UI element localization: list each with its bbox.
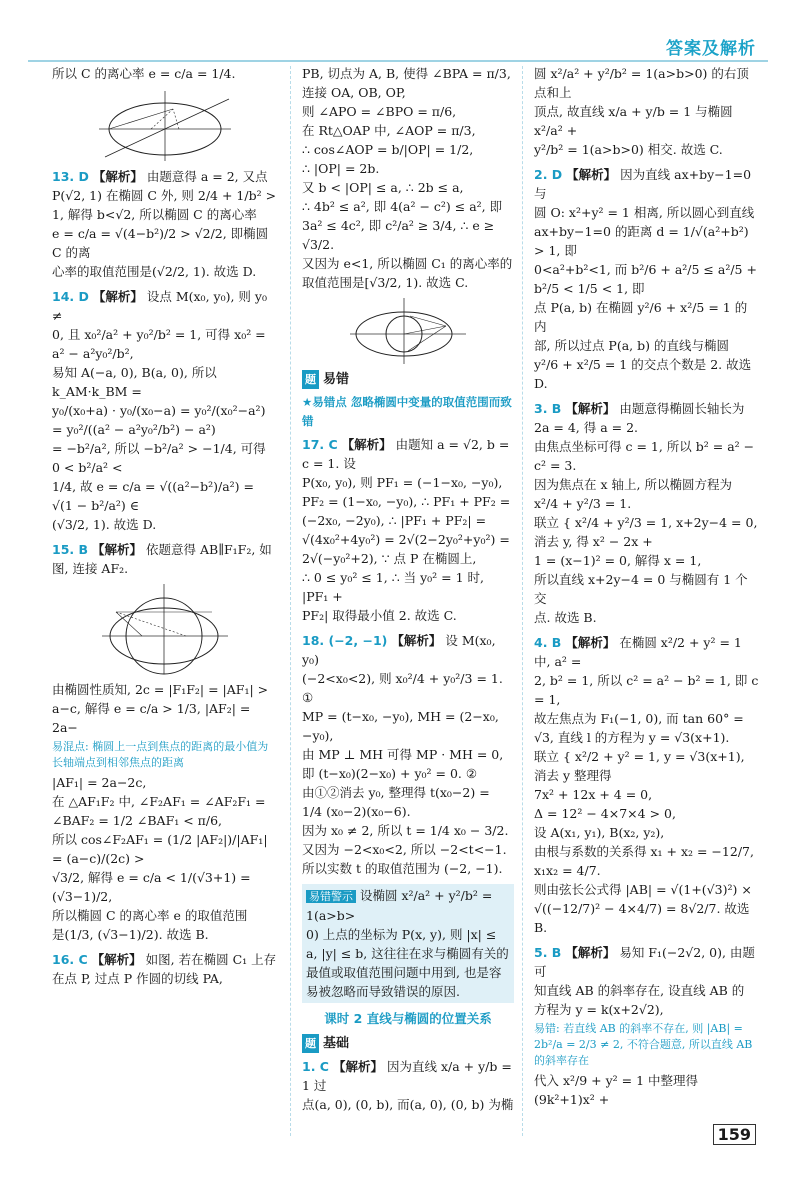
text-line: ax+by−1=0 的距离 d = 1/√(a²+b²) > 1, 即 (534, 224, 749, 258)
text-line: 在椭圆 x²/2 + y² = 1 中, a² = (534, 635, 742, 669)
column-1 (52, 64, 277, 994)
text-line: ∴ cos∠AOP = b/|OP| = 1/2, (302, 142, 474, 157)
question-number: 16. C (52, 952, 88, 967)
answer-14 (52, 287, 277, 534)
text-line: x₁x₂ = 4/7. (534, 863, 601, 878)
error-point: ★易错点 忽略椭圆中变量的取值范围而致错 (302, 395, 512, 428)
ellipse-tangent-figure (348, 296, 468, 366)
tip-note: 易混点: 椭圆上一点到焦点的距离的最小值为长轴端点到相邻焦点的距离 (52, 740, 269, 769)
text-line: 圆 x²/a² + y²/b² = 1(a>b>0) 的右顶点和上 (534, 66, 749, 100)
question-number: 14. D (52, 289, 89, 304)
header-rule (28, 60, 768, 62)
text-line: 圆 O: x²+y² = 1 相离, 所以圆心到直线 (534, 205, 755, 220)
text-line: √((−12/7)² − 4×4/7) = 8√2/7. 故选 B. (534, 901, 750, 935)
text-line: 即 (t−x₀)(2−x₀) + y₀² = 0. ② (302, 766, 478, 781)
text-line: ∴ |OP| = 2b. (302, 161, 380, 176)
answer-17 (302, 435, 514, 625)
tip-note: 易错: 若直线 AB 的斜率不存在, 则 |AB| = 2b²/a = 2/3 ≠ 2, 不符合题意, 所以直线 AB 的斜率存在 (534, 1022, 753, 1067)
answer-2 (534, 165, 759, 393)
text-line: 因为直线 ax+by−1=0 与 (534, 167, 752, 201)
text-line: 依题意得 AB∥F₁F₂, 如 (146, 542, 272, 557)
column-divider (290, 66, 291, 1136)
text-line: 所以实数 t 的取值范围为 (−2, −1). (302, 861, 503, 876)
analysis-label: 【解析】 (92, 289, 143, 304)
text-line: 0) 上点的坐标为 P(x, y), 则 |x| ≤ (306, 927, 497, 942)
analysis-label: 【解析】 (565, 401, 616, 416)
text-line: e = c/a = √(4−b²)/2 > √2/2, 即椭圆 C 的离 (52, 226, 269, 260)
text-line: 点 P(a, b) 在椭圆 y²/6 + x²/5 = 1 的内 (534, 300, 748, 334)
answer-13 (52, 167, 277, 281)
text-line: 部, 所以过点 P(a, b) 的直线与椭圆 (534, 338, 729, 353)
text-line: (−2<x₀<2), 则 x₀²/4 + y₀²/3 = 1. ① (302, 671, 503, 705)
text-line: 因为直线 x/a + y/b = 1 过 (302, 1059, 512, 1093)
text-line: 因为 x₀ ≠ 2, 所以 t = 1/4 x₀ − 3/2. (302, 823, 509, 838)
column-2 (302, 64, 514, 1120)
text-line: c² = 3. (534, 458, 577, 473)
text-line: P(x₀, y₀), 则 PF₁ = (−1−x₀, −y₀), (302, 475, 503, 490)
text-line: 由焦点坐标可得 c = 1, 所以 b² = a² − (534, 439, 755, 454)
text-line: 故左焦点为 F₁(−1, 0), 而 tan 60° = (534, 711, 744, 726)
column-divider (522, 66, 523, 1136)
text-line: 0<a²+b²<1, 而 b²/6 + a²/5 ≤ a²/5 + b²/5 < 1/5 < 1, 即 (534, 262, 757, 296)
text-line: 则由弦长公式得 |AB| = √(1+(√3)²) × (534, 882, 752, 897)
text-line: 又 b < |OP| ≤ a, ∴ 2b ≤ a, (302, 180, 464, 195)
text-line: 易知 F₁(−2√2, 0), 由题可 (534, 945, 755, 979)
answer-15 (52, 540, 277, 944)
text-line: 2a = 4, 得 a = 2. (534, 420, 638, 435)
question-number: 2. D (534, 167, 563, 182)
text-line: 在 Rt△OAP 中, ∠AOP = π/3, (302, 123, 476, 138)
text-line: P(√2, 1) 在椭圆 C 外, 则 2/4 + 1/b² > (52, 188, 277, 203)
text-line: 1 = (x−1)² = 0, 解得 x = 1, (534, 553, 702, 568)
text-line: MP = (t−x₀, −y₀), MH = (2−x₀, −y₀), (302, 709, 499, 743)
section-tag: 题 (302, 370, 319, 389)
text-line: 易被忽略而导致错误的原因. (306, 984, 460, 999)
text-line: y₀/(x₀+a) · y₀/(x₀−a) = y₀²/(x₀²−a²) = y₀²/((a² − a²y₀²/b²) − a²) (52, 403, 266, 437)
text-line: 心率的取值范围是(√2/2, 1). 故选 D. (52, 264, 257, 279)
section-title: 易错 (323, 372, 350, 387)
question-number: 13. D (52, 169, 89, 184)
answer-1 (302, 1057, 514, 1114)
text-line: a, |y| ≤ b, 这往往在求与椭圆有关的 (306, 946, 509, 961)
text-line: 0, 且 x₀²/a² + y₀²/b² = 1, 可得 x₀² = a² − a²y₀²/b², (52, 327, 266, 361)
text-line: 1, 解得 b<√2, 所以椭圆 C 的离心率 (52, 207, 257, 222)
question-number: 15. B (52, 542, 89, 557)
text-line: (−2x₀, −2y₀), ∴ |PF₁ + PF₂| = (302, 513, 487, 528)
text-line: 如图, 若在椭圆 C₁ 上存 (145, 952, 277, 967)
text-line: 所以椭圆 C 的离心率 e 的取值范围 (52, 908, 248, 923)
text-line: ∴ 4b² ≤ a², 即 4(a² − c²) ≤ a², 即 (302, 199, 503, 214)
question-number: 17. C (302, 437, 338, 452)
text-line: 点. 故选 B. (534, 610, 597, 625)
analysis-label: 【解析】 (341, 437, 392, 452)
question-number: 4. B (534, 635, 562, 650)
analysis-label: 【解析】 (565, 635, 616, 650)
text-line: 因为焦点在 x 轴上, 所以椭圆方程为 (534, 477, 732, 492)
text-line: 所以直线 x+2y−4 = 0 与椭圆有 1 个交 (534, 572, 748, 606)
text-line: 取值范围是[√3/2, 1). 故选 C. (302, 275, 469, 290)
text-line: 又因为 e<1, 所以椭圆 C₁ 的离心率的 (302, 256, 513, 271)
text-line: 由椭圆性质知, 2c = |F₁F₂| = |AF₁| > (52, 682, 269, 697)
answer-3 (534, 399, 759, 627)
answer-5 (534, 943, 759, 1109)
text-line: PF₂| 取得最小值 2. 故选 C. (302, 608, 457, 623)
text-line: a−c, 解得 e = c/a > 1/3, |AF₂| = 2a− (52, 701, 251, 735)
analysis-label: 【解析】 (92, 542, 143, 557)
section-tag: 题 (302, 1034, 319, 1053)
text-line: 1/4, 故 e = c/a = √((a²−b²)/a²) = √(1 − b²/a²) ∈ (52, 479, 254, 513)
page-number: 159 (713, 1124, 756, 1145)
warning-box (302, 884, 514, 1003)
text-line: 所以 cos∠F₂AF₁ = (1/2 |AF₂|)/|AF₁| = (a−c)/(2c) > (52, 832, 268, 866)
question-number: 1. C (302, 1059, 329, 1074)
answer-4 (534, 633, 759, 937)
text-line: 所以 C 的离心率 e = c/a = 1/4. (52, 66, 236, 81)
analysis-label: 【解析】 (91, 952, 142, 967)
text-line: ∠BAF₂ = 1/2 ∠BAF₁ < π/6, (52, 813, 223, 828)
text-line: |AF₁| = 2a−2c, (52, 775, 147, 790)
text-line: 由①②消去 y₀, 整理得 t(x₀−2) = (302, 785, 490, 800)
analysis-label: 【解析】 (566, 167, 617, 182)
text-line: y²/b² = 1(a>b>0) 相交. 故选 C. (534, 142, 723, 157)
text-line: √3, 直线 l 的方程为 y = √3(x+1). (534, 730, 730, 745)
text-line: = −b²/a², 所以 −b²/a² > −1/4, 可得 0 < b²/a² < (52, 441, 266, 475)
text-line: 是(1/3, (√3−1)/2). 故选 B. (52, 927, 209, 942)
text-line: 在点 P, 过点 P 作圆的切线 PA, (52, 971, 223, 986)
text-line: ∴ 0 ≤ y₀² ≤ 1, ∴ 当 y₀² = 1 时, |PF₁ + (302, 570, 485, 604)
text-line: 2, b² = 1, 所以 c² = a² − b² = 1, 即 c = 1, (534, 673, 759, 707)
circle-ellipse-figure (100, 582, 230, 676)
text-line: 设 A(x₁, y₁), B(x₂, y₂), (534, 825, 665, 840)
text-line: 由 MP ⊥ MH 可得 MP · MH = 0, (302, 747, 504, 762)
text-line: x²/4 + y²/3 = 1. (534, 496, 632, 511)
question-number: 5. B (534, 945, 562, 960)
lesson-title: 课时 2 直线与椭圆的位置关系 (324, 1011, 492, 1026)
header-title: 答案及解析 (666, 39, 756, 59)
text-line: 1/4 (x₀−2)(x₀−6). (302, 804, 411, 819)
answer-18 (302, 631, 514, 878)
text-line: 由题意得椭圆长轴长为 (619, 401, 745, 416)
answer-16 (52, 950, 277, 988)
text-line: 2√(−y₀²+2), ∵ 点 P 在椭圆上, (302, 551, 477, 566)
text-line: 代入 x²/9 + y² = 1 中整理得 (9k²+1)x² + (534, 1073, 699, 1107)
text-line: PB, 切点为 A, B, 使得 ∠BPA = π/3, (302, 66, 511, 81)
text-line: 易知 A(−a, 0), B(a, 0), 所以 k_AM·k_BM = (52, 365, 217, 399)
text-line: (√3/2, 1). 故选 D. (52, 517, 157, 532)
text-line: 由根与系数的关系得 x₁ + x₂ = −12/7, (534, 844, 754, 859)
section-heading (302, 370, 514, 389)
text-line: 设点 M(x₀, y₀), 则 y₀ ≠ (52, 289, 267, 323)
question-number: 3. B (534, 401, 562, 416)
text-line: 又因为 −2<x₀<2, 所以 −2<t<−1. (302, 842, 507, 857)
analysis-label: 【解析】 (565, 945, 616, 960)
text-line: 则 ∠APO = ∠BPO = π/6, (302, 104, 457, 119)
text-line: 由题知 a = √2, b = c = 1. 设 (302, 437, 510, 471)
ellipse-figure-1 (95, 87, 235, 163)
analysis-label: 【解析】 (92, 169, 143, 184)
text-line: 联立 { x²/2 + y² = 1, y = √3(x+1), 消去 y 整理得 (534, 749, 745, 783)
text-line: 联立 { x²/4 + y²/3 = 1, x+2y−4 = 0, 消去 y, 得 x² − 2x + (534, 515, 758, 549)
text-line: 点(a, 0), (0, b), 而(a, 0), (0, b) 为椭 (302, 1097, 514, 1112)
analysis-label: 【解析】 (332, 1059, 383, 1074)
text-line: 连接 OA, OB, OP, (302, 85, 406, 100)
text-line: 设椭圆 x²/a² + y²/b² = 1(a>b> (306, 888, 493, 923)
section-title: 基础 (323, 1036, 350, 1051)
question-number: 18. (−2, −1) (302, 633, 388, 648)
text-line: 在 △AF₁F₂ 中, ∠F₂AF₁ = ∠AF₂F₁ = (52, 794, 266, 809)
section-heading (302, 1034, 514, 1053)
warning-tag: 易错警示 (306, 890, 356, 903)
text-line: 由题意得 a = 2, 又点 (146, 169, 268, 184)
text-line: 3a² ≤ 4c², 即 c²/a² ≥ 3/4, ∴ e ≥ √3/2. (302, 218, 495, 252)
text-line: 7x² + 12x + 4 = 0, (534, 787, 653, 802)
text-line: PF₂ = (1−x₀, −y₀), ∴ PF₁ + PF₂ = (302, 494, 511, 509)
text-line: 设 M(x₀, y₀) (302, 633, 496, 667)
analysis-label: 【解析】 (391, 633, 442, 648)
text-line: 最值或取值范围问题中用到, 也是容 (306, 965, 502, 980)
text-line: 方程为 y = k(x+2√2), (534, 1002, 664, 1017)
text-line: √(4x₀²+4y₀²) = 2√(2−2y₀²+y₀²) = (302, 532, 510, 547)
text-line: Δ = 12² − 4×7×4 > 0, (534, 806, 676, 821)
text-line: √3/2, 解得 e = c/a < 1/(√3+1) = (√3−1)/2, (52, 870, 251, 904)
column-3 (534, 64, 759, 1115)
text-line: y²/6 + x²/5 = 1 的交点个数是 2. 故选 D. (534, 357, 752, 391)
text-line: 知直线 AB 的斜率存在, 设直线 AB 的 (534, 983, 745, 998)
text-line: 图, 连接 AF₂. (52, 561, 129, 576)
text-line: 顶点, 故直线 x/a + y/b = 1 与椭圆 x²/a² + (534, 104, 733, 138)
